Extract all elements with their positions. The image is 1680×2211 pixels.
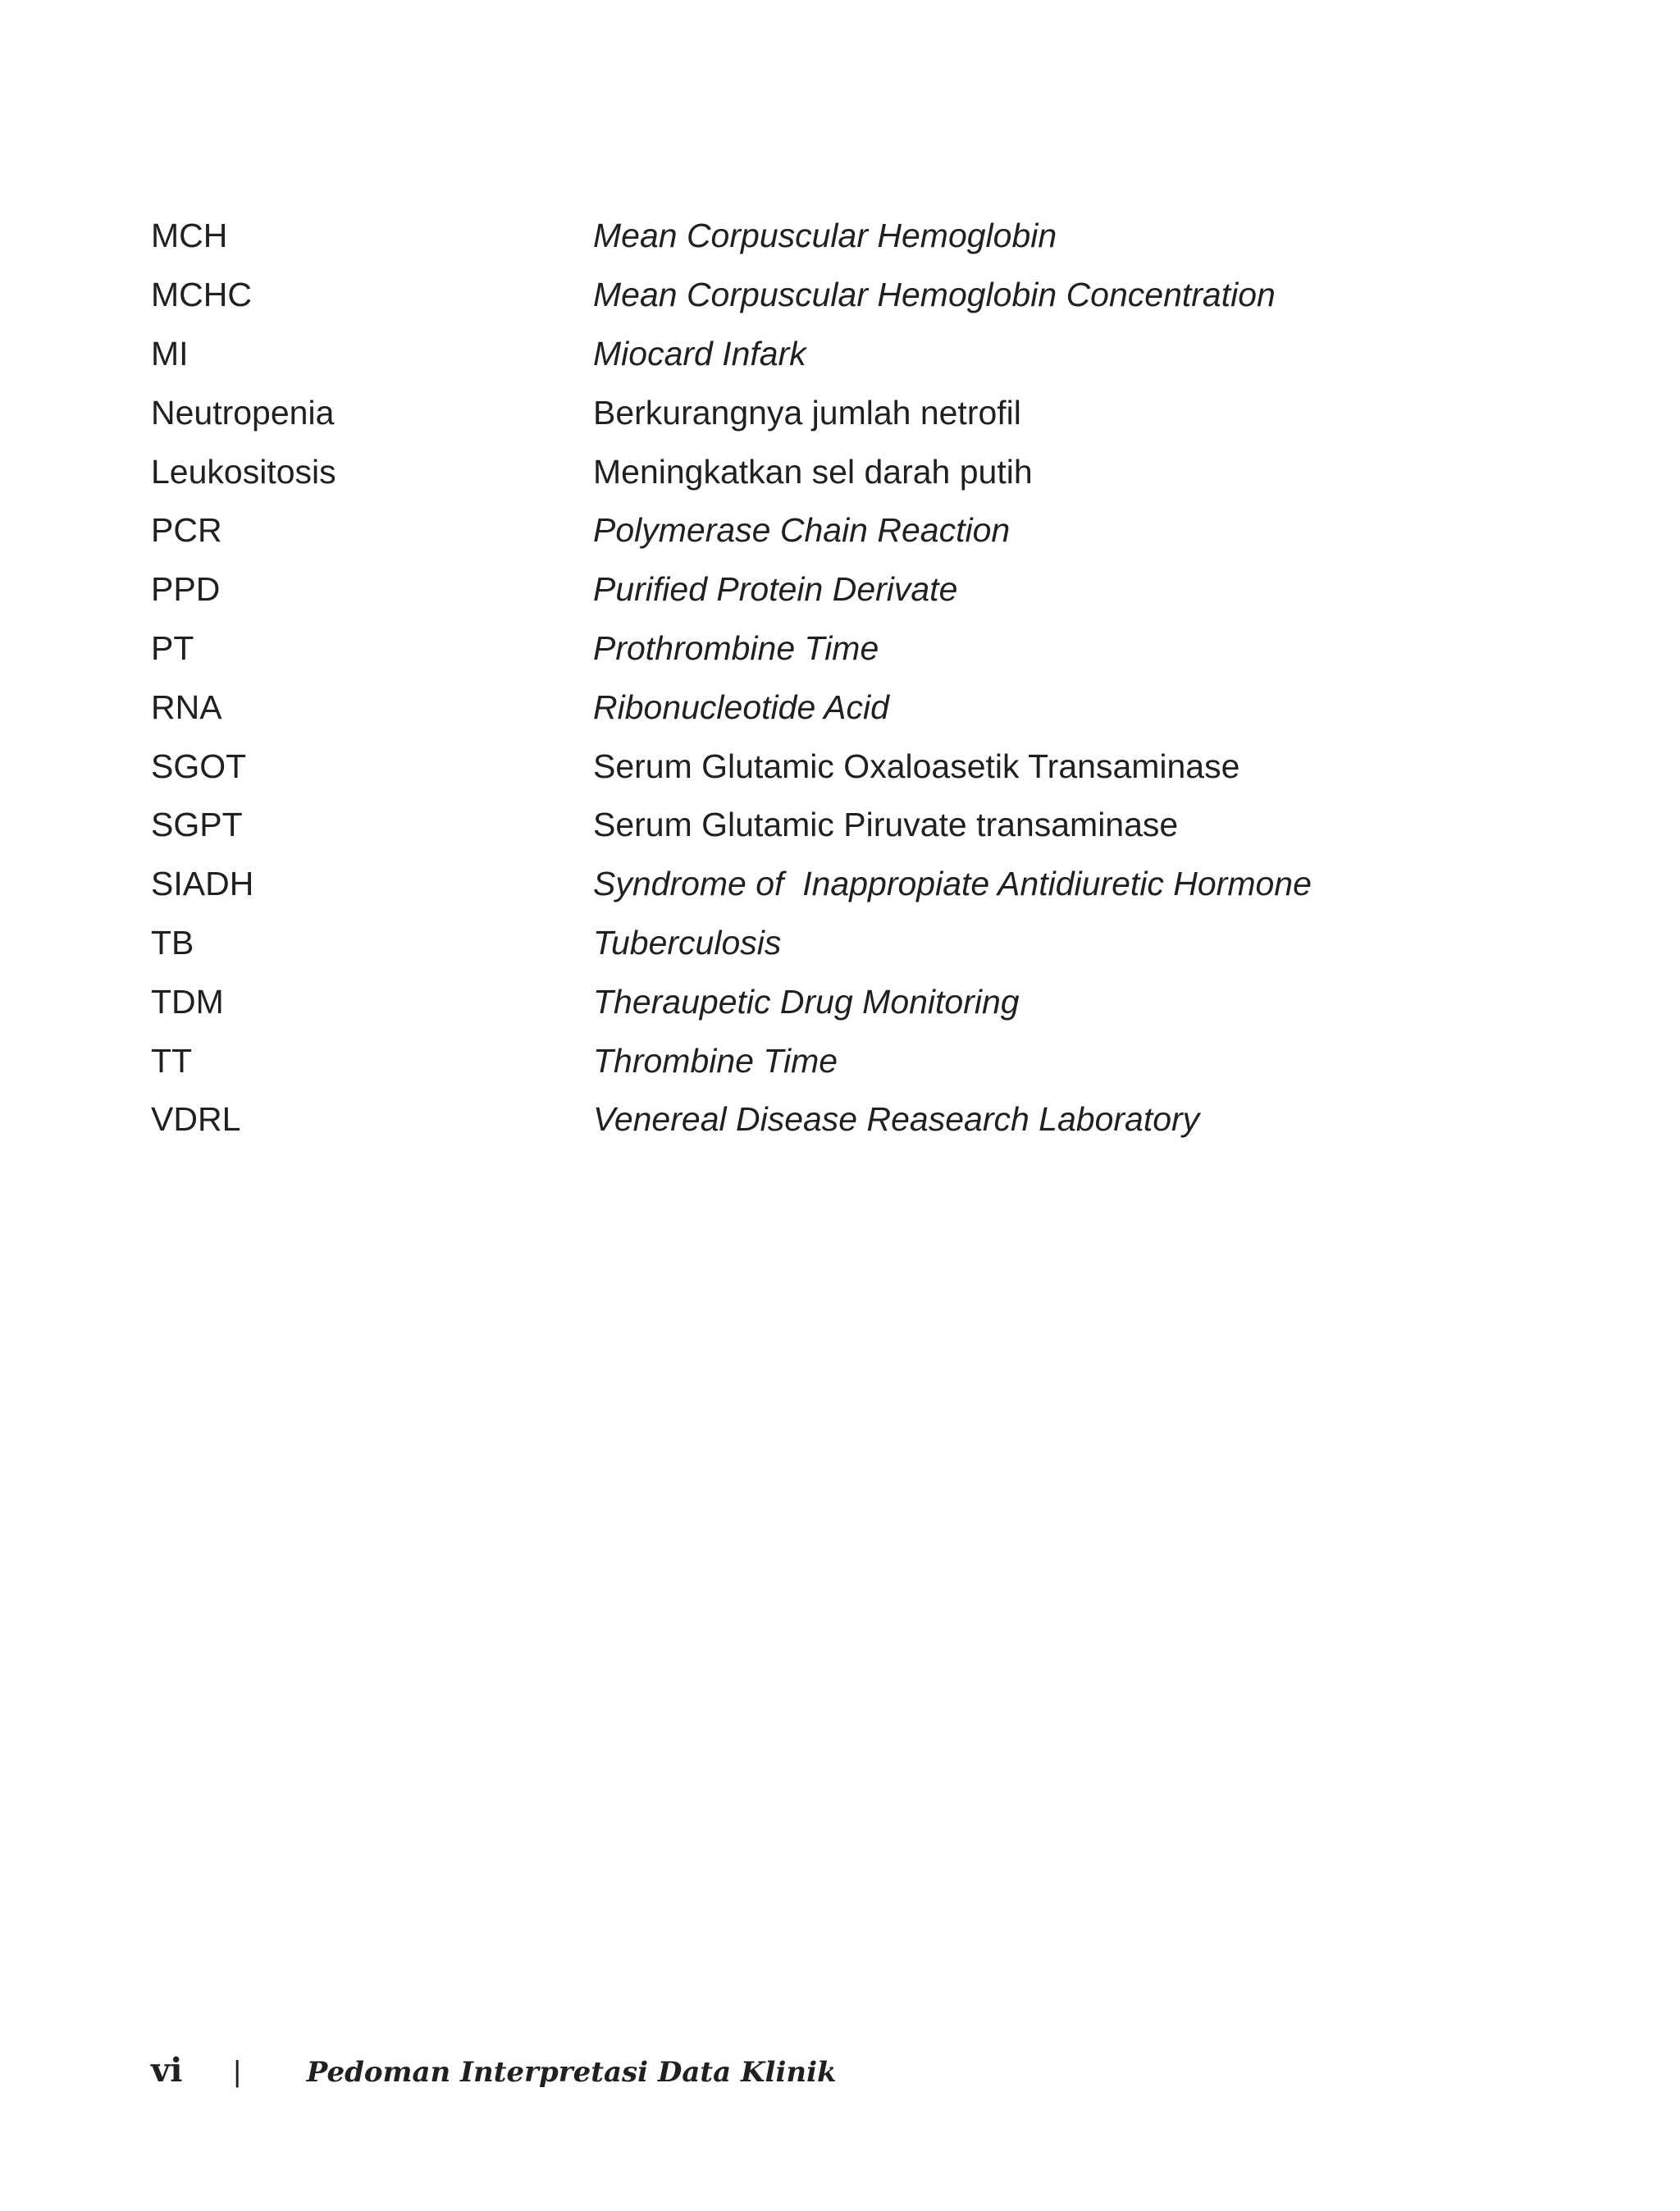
abbreviation-definition: Purified Protein Derivate [593, 570, 958, 609]
running-title: Pedoman Interpretasi Data Klinik [306, 2056, 837, 2089]
abbreviation-definition: Theraupetic Drug Monitoring [593, 982, 1020, 1021]
footer-separator: | [233, 2054, 241, 2088]
abbreviation-row [151, 383, 1545, 442]
abbreviation-definition: Ribonucleotide Acid [593, 688, 889, 726]
abbreviation-term: MI [151, 334, 189, 372]
abbreviation-term: PT [151, 628, 194, 667]
abbreviation-row [151, 619, 1545, 678]
abbreviation-definition: Syndrome of Inappropiate Antidiuretic Hormone [593, 865, 1312, 903]
abbreviation-term: SGPT [151, 806, 243, 844]
abbreviation-row [151, 972, 1545, 1031]
abbreviation-definition: Meningkatkan sel darah putih [593, 452, 1033, 491]
abbreviation-row [151, 914, 1545, 973]
abbreviation-definition: Venereal Disease Reasearch Laboratory [593, 1100, 1200, 1139]
abbreviation-row [151, 207, 1545, 266]
abbreviation-row [151, 266, 1545, 325]
abbreviation-term: MCHC [151, 276, 252, 314]
abbreviation-definition: Mean Corpuscular Hemoglobin Concentration [593, 276, 1276, 314]
abbreviation-term: PPD [151, 570, 221, 609]
page-footer [151, 2051, 837, 2090]
abbreviation-row [151, 796, 1545, 855]
abbreviation-term: SIADH [151, 865, 254, 903]
abbreviation-definition: Tuberculosis [593, 923, 782, 962]
abbreviation-row [151, 678, 1545, 737]
abbreviation-definition: Berkurangnya jumlah netrofil [593, 393, 1021, 432]
abbreviation-row [151, 325, 1545, 384]
abbreviation-term: Leukositosis [151, 452, 336, 491]
abbreviation-term: TDM [151, 982, 224, 1021]
abbreviation-definition: Prothrombine Time [593, 628, 879, 667]
page-number: vi [151, 2051, 183, 2090]
abbreviation-definition: Serum Glutamic Piruvate transaminase [593, 806, 1179, 844]
abbreviation-definition: Serum Glutamic Oxaloasetik Transaminase [593, 747, 1240, 785]
abbreviation-list [151, 207, 1545, 1149]
abbreviation-term: TB [151, 923, 194, 962]
abbreviation-term: SGOT [151, 747, 247, 785]
abbreviation-definition: Thrombine Time [593, 1041, 838, 1080]
abbreviation-row [151, 1090, 1545, 1149]
abbreviation-row [151, 442, 1545, 501]
abbreviation-row [151, 737, 1545, 796]
abbreviation-term: Neutropenia [151, 393, 335, 432]
abbreviation-row [151, 855, 1545, 914]
abbreviation-term: VDRL [151, 1100, 241, 1139]
abbreviation-term: PCR [151, 511, 222, 550]
abbreviation-row [151, 501, 1545, 560]
abbreviation-term: MCH [151, 217, 228, 255]
abbreviation-term: TT [151, 1041, 193, 1080]
abbreviation-definition: Polymerase Chain Reaction [593, 511, 1011, 550]
abbreviation-definition: Miocard Infark [593, 334, 806, 372]
abbreviation-definition: Mean Corpuscular Hemoglobin [593, 217, 1057, 255]
abbreviation-row [151, 1031, 1545, 1090]
abbreviation-term: RNA [151, 688, 222, 726]
abbreviation-row [151, 560, 1545, 619]
